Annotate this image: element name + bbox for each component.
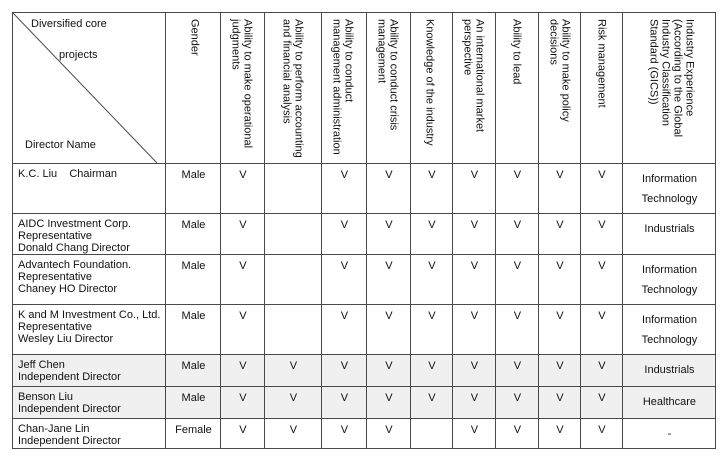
- skill-check-cell: V: [322, 214, 367, 255]
- gender-cell: Male: [166, 214, 221, 255]
- col-header-crisis: [367, 13, 411, 164]
- corner-top-label: Diversified core: [31, 18, 107, 30]
- industry-cell: [623, 164, 716, 214]
- skill-check-cell: V: [581, 387, 623, 419]
- gender-cell: Male: [166, 355, 221, 387]
- col-header-risk: [581, 13, 623, 164]
- skill-check-cell: V: [265, 355, 322, 387]
- gender-cell: Female: [166, 419, 221, 449]
- director-name-line: K.C. Liu Chairman: [18, 168, 118, 180]
- industry-cell: [623, 387, 716, 419]
- col-header-management: [322, 13, 367, 164]
- col-header-operational: [221, 13, 265, 164]
- skill-check-cell: V: [539, 255, 581, 305]
- skill-check-cell: [411, 419, 453, 449]
- industry-cell: [623, 419, 716, 449]
- skill-check-cell: V: [367, 419, 411, 449]
- gender-cell: Male: [166, 255, 221, 305]
- header-row: [13, 13, 716, 164]
- gender-cell: Male: [166, 387, 221, 419]
- director-name-cell: [13, 255, 166, 305]
- skill-check-cell: V: [367, 387, 411, 419]
- col-header-label: Knowledge of the industry: [423, 19, 436, 146]
- director-name-line: AIDC Investment Corp.: [18, 218, 132, 230]
- col-header-label: Ability to make operational judgments: [229, 19, 254, 149]
- skill-check-cell: [265, 164, 322, 214]
- director-name-cell: [13, 164, 166, 214]
- skill-check-cell: V: [453, 305, 496, 355]
- skill-check-cell: V: [496, 214, 539, 255]
- skill-check-cell: V: [221, 255, 265, 305]
- skill-check-cell: V: [367, 355, 411, 387]
- industry-line: Technology: [641, 284, 698, 296]
- skill-check-cell: V: [496, 355, 539, 387]
- table-row: [13, 164, 716, 214]
- col-header-label: Ability to perform accounting and financial analysis: [280, 19, 305, 158]
- industry-line: -: [667, 428, 672, 440]
- director-name-line: Representative: [18, 271, 92, 283]
- corner-bottom-label: Director Name: [25, 139, 96, 151]
- skill-check-cell: V: [322, 305, 367, 355]
- industry-cell: [623, 255, 716, 305]
- col-header-label: Gender: [188, 19, 201, 56]
- skill-check-cell: V: [453, 164, 496, 214]
- industry-cell: [623, 355, 716, 387]
- skill-check-cell: [265, 214, 322, 255]
- skill-check-cell: V: [322, 419, 367, 449]
- col-header-label: Ability to conduct management administration: [330, 19, 355, 155]
- table-body: [13, 164, 716, 449]
- skill-check-cell: V: [453, 419, 496, 449]
- industry-line: Industrials: [644, 364, 695, 376]
- skill-check-cell: V: [411, 387, 453, 419]
- director-name-line: Independent Director: [18, 371, 121, 383]
- skill-check-cell: V: [539, 419, 581, 449]
- skill-check-cell: V: [453, 214, 496, 255]
- skill-check-cell: V: [411, 214, 453, 255]
- industry-line: Information: [641, 173, 697, 185]
- skill-check-cell: V: [411, 355, 453, 387]
- director-name-line: Jeff Chen: [18, 359, 65, 371]
- table-row: [13, 255, 716, 305]
- skill-check-cell: V: [265, 387, 322, 419]
- skill-check-cell: V: [539, 387, 581, 419]
- director-name-line: Wesley Liu Director: [18, 333, 114, 345]
- skill-check-cell: V: [221, 164, 265, 214]
- table-row: [13, 305, 716, 355]
- skill-check-cell: V: [581, 355, 623, 387]
- skill-check-cell: V: [221, 214, 265, 255]
- skill-check-cell: V: [496, 255, 539, 305]
- table-row: [13, 387, 716, 419]
- industry-line: Healthcare: [642, 396, 697, 408]
- industry-line: Technology: [641, 334, 698, 346]
- skill-check-cell: V: [221, 419, 265, 449]
- industry-line: Technology: [641, 193, 698, 205]
- col-header-policy: [539, 13, 581, 164]
- director-name-line: K and M Investment Co., Ltd.: [18, 309, 161, 321]
- industry-line: Industrials: [644, 223, 695, 235]
- director-name-cell: [13, 387, 166, 419]
- skill-check-cell: V: [411, 164, 453, 214]
- skill-check-cell: V: [322, 355, 367, 387]
- table-row: [13, 214, 716, 255]
- col-header-label: An international market perspective: [461, 19, 486, 133]
- skill-check-cell: V: [496, 164, 539, 214]
- skill-check-cell: V: [581, 419, 623, 449]
- gender-cell: Male: [166, 305, 221, 355]
- director-name-line: Benson Liu: [18, 391, 74, 403]
- skill-check-cell: V: [539, 164, 581, 214]
- skills-table: [12, 12, 716, 449]
- col-header-label: Industry Experience (According to the Global Industry Classification Standard (GICS)): [647, 19, 696, 138]
- skill-check-cell: V: [265, 419, 322, 449]
- col-header-gender: [166, 13, 221, 164]
- col-header-label: Risk management: [595, 19, 608, 108]
- director-name-line: Advantech Foundation.: [18, 259, 132, 271]
- director-name-cell: [13, 419, 166, 449]
- col-header-lead: [496, 13, 539, 164]
- skill-check-cell: V: [322, 164, 367, 214]
- director-name-line: Independent Director: [18, 403, 121, 415]
- skill-check-cell: V: [367, 164, 411, 214]
- col-header-label: Ability to lead: [510, 19, 523, 85]
- skill-check-cell: [265, 305, 322, 355]
- industry-cell: [623, 214, 716, 255]
- industry-cell: [623, 305, 716, 355]
- director-name-line: Representative: [18, 230, 92, 242]
- skill-check-cell: V: [367, 214, 411, 255]
- skill-check-cell: V: [581, 305, 623, 355]
- skill-check-cell: V: [367, 255, 411, 305]
- table-row: [13, 419, 716, 449]
- col-header-label: Ability to make policy decisions: [547, 19, 572, 122]
- director-name-cell: [13, 355, 166, 387]
- skill-check-cell: V: [496, 419, 539, 449]
- director-name-cell: [13, 305, 166, 355]
- skill-check-cell: V: [539, 305, 581, 355]
- skill-check-cell: V: [539, 214, 581, 255]
- skill-check-cell: V: [581, 164, 623, 214]
- col-header-accounting: [265, 13, 322, 164]
- board-skills-matrix: [12, 12, 716, 449]
- skill-check-cell: V: [453, 387, 496, 419]
- corner-header-cell: [13, 13, 166, 164]
- col-header-industry-knowledge: [411, 13, 453, 164]
- industry-line: Information: [641, 314, 697, 326]
- skill-check-cell: V: [453, 255, 496, 305]
- director-name-line: Donald Chang Director: [18, 242, 130, 254]
- gender-cell: Male: [166, 164, 221, 214]
- skill-check-cell: V: [322, 387, 367, 419]
- director-name-line: Independent Director: [18, 435, 121, 447]
- skill-check-cell: V: [496, 305, 539, 355]
- skill-check-cell: V: [411, 305, 453, 355]
- corner-middle-label: projects: [59, 49, 98, 61]
- skill-check-cell: V: [367, 305, 411, 355]
- director-name-line: Representative: [18, 321, 92, 333]
- skill-check-cell: V: [496, 387, 539, 419]
- director-name-line: Chan-Jane Lin: [18, 423, 90, 435]
- director-name-cell: [13, 214, 166, 255]
- director-name-line: Chaney HO Director: [18, 283, 118, 295]
- skill-check-cell: V: [453, 355, 496, 387]
- skill-check-cell: V: [581, 214, 623, 255]
- skill-check-cell: V: [221, 387, 265, 419]
- skill-check-cell: [265, 255, 322, 305]
- industry-line: Information: [641, 264, 697, 276]
- skill-check-cell: V: [581, 255, 623, 305]
- col-header-international: [453, 13, 496, 164]
- skill-check-cell: V: [221, 355, 265, 387]
- skill-check-cell: V: [322, 255, 367, 305]
- table-row: [13, 355, 716, 387]
- col-header-industry-experience: [623, 13, 716, 164]
- skill-check-cell: V: [539, 355, 581, 387]
- col-header-label: Ability to conduct crisis management: [375, 19, 400, 131]
- skill-check-cell: V: [221, 305, 265, 355]
- skill-check-cell: V: [411, 255, 453, 305]
